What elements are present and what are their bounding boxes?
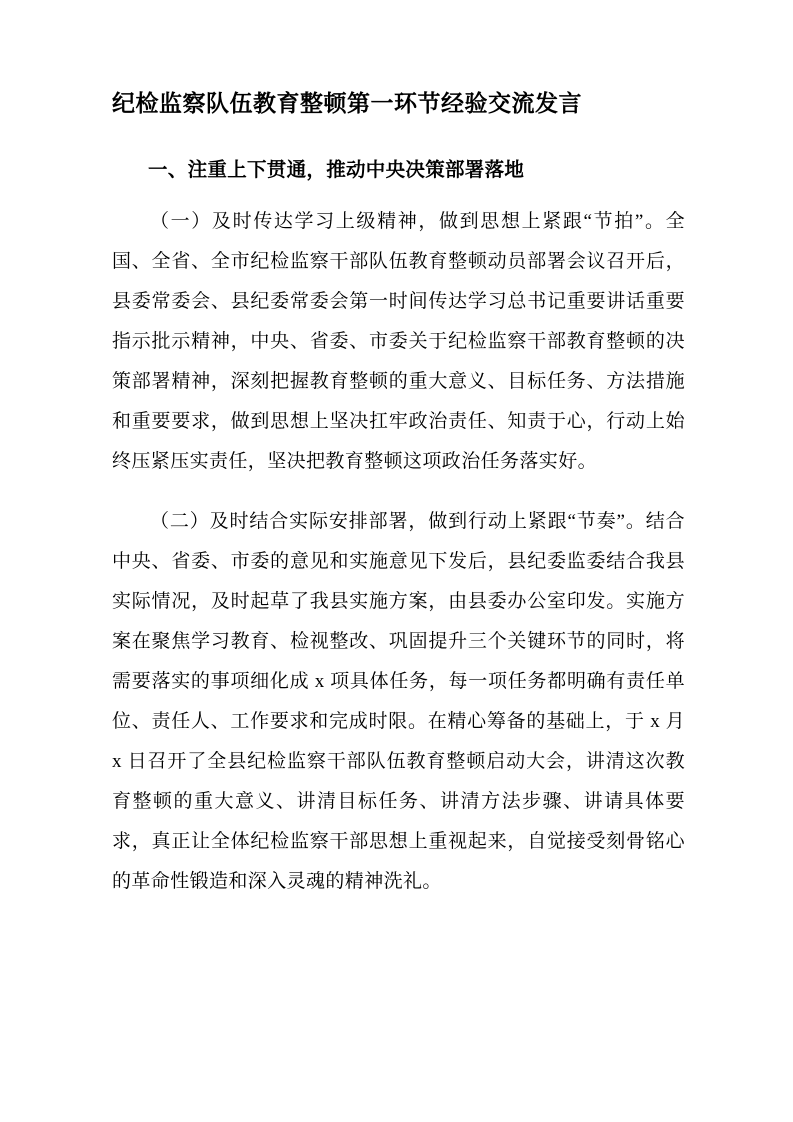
paragraph-1: （一）及时传达学习上级精神，做到思想上紧跟“节拍”。全国、全省、全市纪检监察干部队伍教育整顿动员部署会议召开后，县委常委会、县纪委常委会第一时间传达学习总书记重要讲话重要指示批示精神，中央、省委、市委关于纪检监察干部教育整顿的决策部署精神，深刻把握教育整顿的重大意义、目标任务、方法措施和重要要求，做到思想上坚决扛牢政治责任、知责于心，行动上始终压紧压实责任，坚决把教育整顿这项政治任务落实好。 <box>112 210 685 472</box>
section-heading-1: 一、注重上下贯通，推动中央决策部署落地 <box>148 158 525 181</box>
paragraph-2: （二）及时结合实际安排部署，做到行动上紧跟“节奏”。结合中央、省委、市委的意见和实施意见下发后，县纪委监委结合我县实际情况，及时起草了我县实施方案，由县委办公室印发。实施方案在聚焦学习教育、检视整改、巩固提升三个关键环节的同时，将需要落实的事项细化成 x 项具体任务，每一项任务都明确有责任单位、责任人、工作要求和完成时限。在精心筹备的基础上，于 x 月 x 日召开了全县纪检监察干部队伍教育整顿启动大会，讲清这次教育整顿的重大意义、讲清目标任务、讲清方法步骤、讲请具体要求，真正让全体纪检监察干部思想上重视起来，自觉接受刻骨铭心的革命性锻造和深入灵魂的精神洗礼。 <box>112 510 685 892</box>
page-title: 纪检监察队伍教育整顿第一环节经验交流发言 <box>112 90 582 116</box>
